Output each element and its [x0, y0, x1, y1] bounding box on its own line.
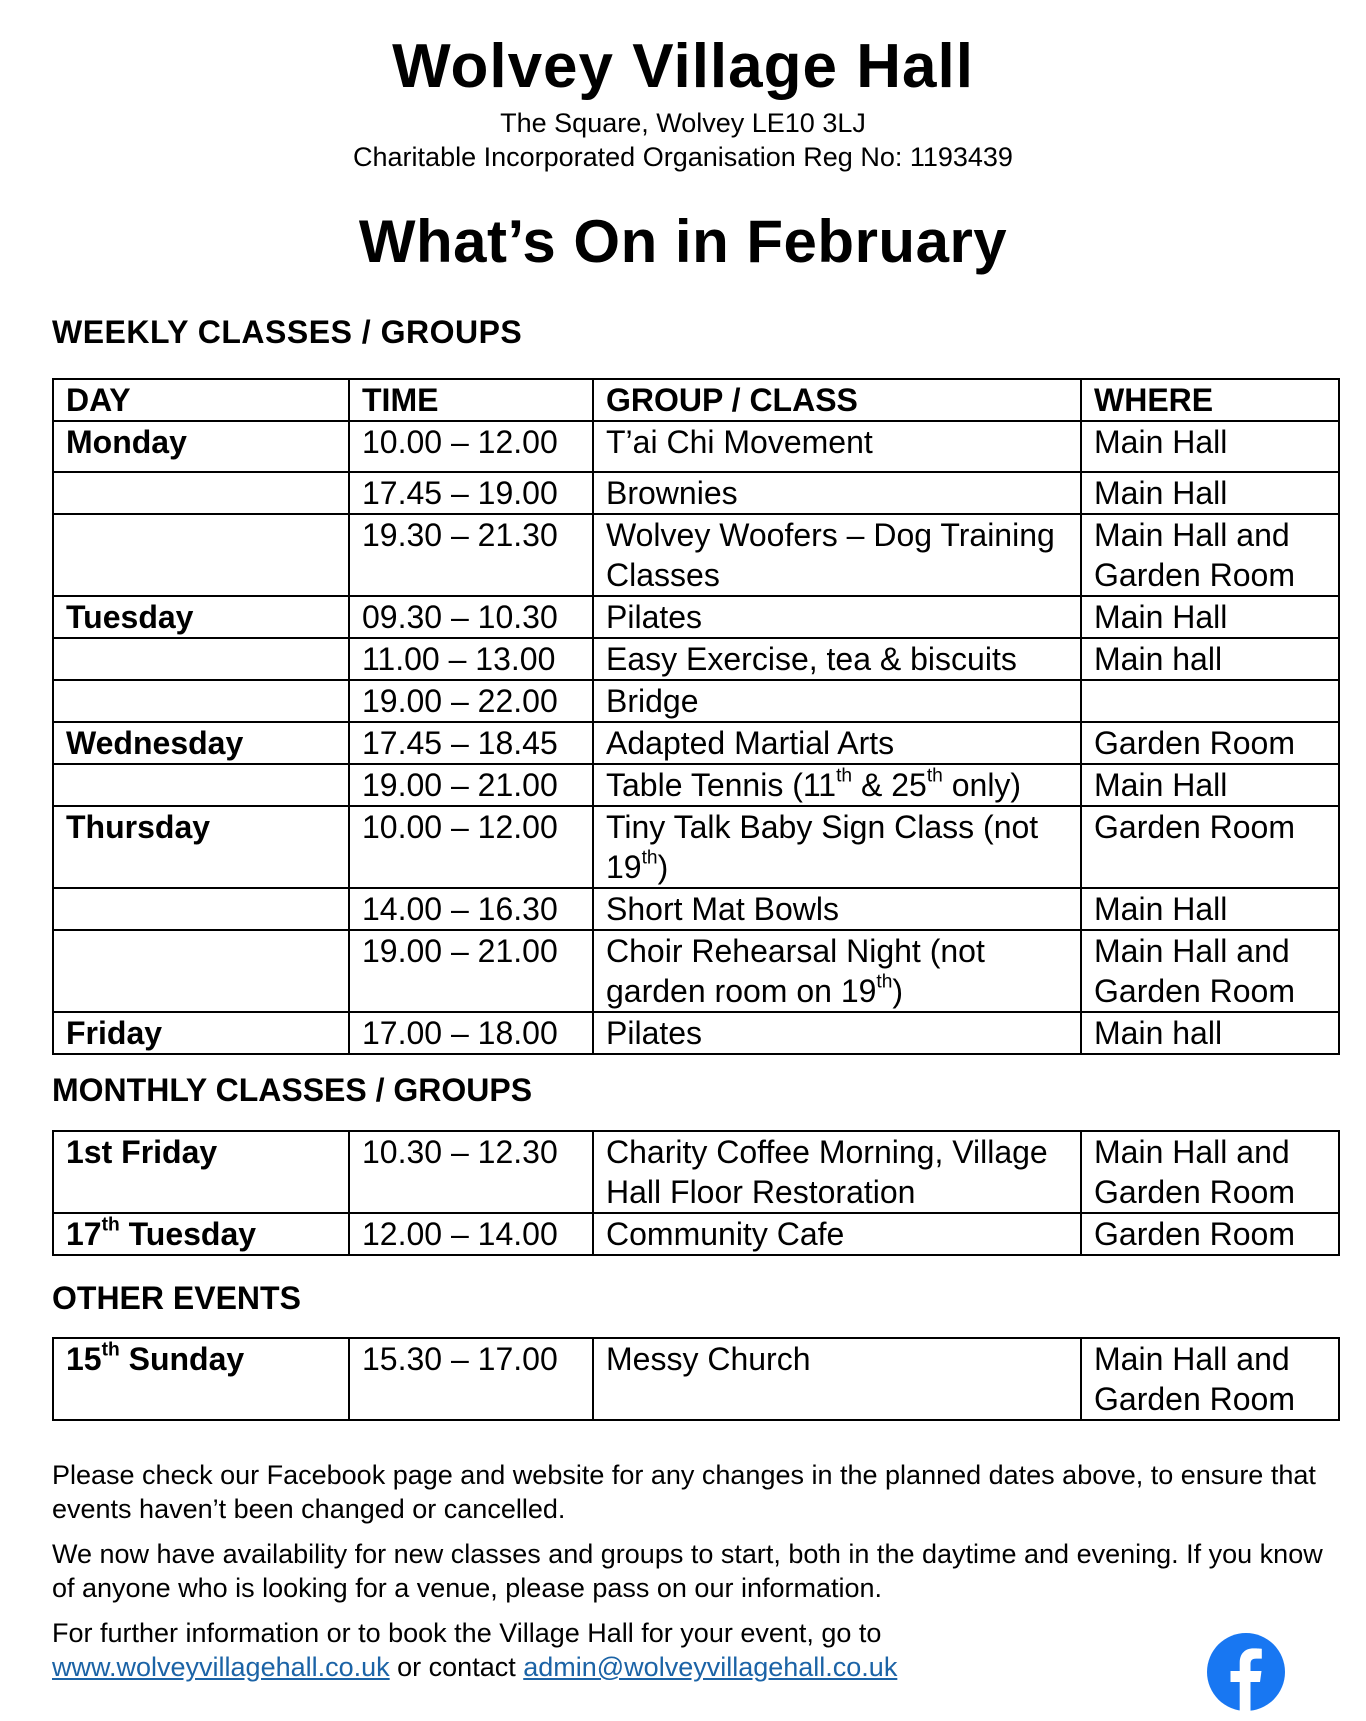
group-cell: Easy Exercise, tea & biscuits [593, 638, 1081, 680]
day-cell: Monday [53, 421, 349, 472]
group-cell: Community Cafe [593, 1213, 1081, 1255]
weekly-heading: WEEKLY CLASSES / GROUPS [52, 314, 523, 350]
monthly-heading: MONTHLY CLASSES / GROUPS [52, 1072, 533, 1108]
where-cell [1081, 680, 1339, 722]
time-cell: 09.30 – 10.30 [349, 596, 593, 638]
ordinal-suffix: th [641, 847, 658, 869]
table-row [53, 1338, 1339, 1420]
table-row [53, 680, 1339, 722]
table-row [53, 722, 1339, 764]
time-cell: 10.00 – 12.00 [349, 806, 593, 888]
table-row [53, 764, 1339, 806]
column-header: WHERE [1081, 379, 1339, 421]
time-cell: 19.00 – 22.00 [349, 680, 593, 722]
email-link[interactable]: admin@wolveyvillagehall.co.uk [523, 1652, 898, 1682]
ordinal-suffix: th [101, 1339, 120, 1361]
other-events-table [52, 1337, 1340, 1421]
time-cell: 19.00 – 21.00 [349, 764, 593, 806]
table-row [53, 888, 1339, 930]
time-cell: 11.00 – 13.00 [349, 638, 593, 680]
day-cell: Tuesday [53, 596, 349, 638]
availability-note: We now have availability for new classes and groups to start, both in the daytime and evening. If you know of anyone who is looking for a venue, please pass on our information. [52, 1539, 1323, 1603]
day-cell: Friday [53, 1012, 349, 1054]
time-cell: 19.30 – 21.30 [349, 514, 593, 596]
ordinal-suffix: th [836, 765, 853, 787]
page-title: Wolvey Village Hall [392, 32, 974, 101]
group-cell: Pilates [593, 596, 1081, 638]
ordinal-suffix: th [101, 1214, 120, 1236]
other-events-heading: OTHER EVENTS [52, 1280, 301, 1316]
day-cell [53, 472, 349, 514]
time-cell: 12.00 – 14.00 [349, 1213, 593, 1255]
text-part: ) [657, 849, 669, 885]
registration-number: Charitable Incorporated Organisation Reg No: 1193439 [353, 142, 1013, 172]
where-cell: Main Hall and Garden Room [1081, 1131, 1339, 1213]
hall-address: The Square, Wolvey LE10 3LJ [500, 108, 866, 138]
where-cell: Garden Room [1081, 1213, 1339, 1255]
where-cell: Main hall [1081, 638, 1339, 680]
day-cell: Wednesday [53, 722, 349, 764]
column-header: GROUP / CLASS [593, 379, 1081, 421]
text-part: Table Tennis (11 [606, 767, 837, 803]
text-part: Sunday [119, 1341, 245, 1377]
weekly-schedule-table [52, 378, 1340, 1055]
table-row [53, 421, 1339, 472]
group-cell: Bridge [593, 680, 1081, 722]
text-part: Tiny Talk Baby Sign Class (not 19 [606, 809, 1039, 885]
table-row [53, 1131, 1339, 1213]
time-cell: 17.45 – 19.00 [349, 472, 593, 514]
table-row [53, 1012, 1339, 1054]
group-cell: Messy Church [593, 1338, 1081, 1420]
group-cell: Pilates [593, 1012, 1081, 1054]
day-cell [53, 514, 349, 596]
text-part: & 25 [852, 767, 927, 803]
table-row [53, 472, 1339, 514]
text-part: Choir Rehearsal Night (not garden room on 19 [606, 933, 985, 1009]
monthly-schedule-table [52, 1130, 1340, 1256]
day-cell [53, 930, 349, 1012]
time-cell: 17.45 – 18.45 [349, 722, 593, 764]
where-cell: Main Hall and Garden Room [1081, 1338, 1339, 1420]
column-header: TIME [349, 379, 593, 421]
whats-on-heading: What’s On in February [358, 208, 1008, 275]
where-cell: Main Hall and Garden Room [1081, 514, 1339, 596]
where-cell: Main hall [1081, 1012, 1339, 1054]
booking-info-text: For further information or to book the Village Hall for your event, go to [52, 1618, 882, 1648]
table-row [53, 806, 1339, 888]
group-cell: Adapted Martial Arts [593, 722, 1081, 764]
website-link[interactable]: www.wolveyvillagehall.co.uk [52, 1652, 390, 1682]
text-part: ) [892, 973, 904, 1009]
facebook-icon[interactable] [1206, 1632, 1286, 1712]
column-header: DAY [53, 379, 349, 421]
table-row [53, 596, 1339, 638]
time-cell: 17.00 – 18.00 [349, 1012, 593, 1054]
text-part: Tuesday [119, 1216, 257, 1252]
group-cell: Brownies [593, 472, 1081, 514]
where-cell: Main Hall and Garden Room [1081, 930, 1339, 1012]
day-cell [53, 888, 349, 930]
table-row [53, 514, 1339, 596]
group-cell [593, 806, 1081, 888]
day-cell [53, 764, 349, 806]
booking-info [52, 1616, 1332, 1684]
table-row [53, 930, 1339, 1012]
where-cell: Main Hall [1081, 888, 1339, 930]
facebook-note: Please check our Facebook page and website for any changes in the planned dates above, to ensure that events haven’t been changed or cancelled. [52, 1460, 1316, 1524]
where-cell: Main Hall [1081, 764, 1339, 806]
where-cell: Garden Room [1081, 722, 1339, 764]
table-row [53, 1213, 1339, 1255]
day-cell [53, 638, 349, 680]
time-cell: 10.30 – 12.30 [349, 1131, 593, 1213]
where-cell: Main Hall [1081, 421, 1339, 472]
time-cell: 14.00 – 16.30 [349, 888, 593, 930]
group-cell [593, 764, 1081, 806]
table-row [53, 638, 1339, 680]
group-cell: T’ai Chi Movement [593, 421, 1081, 472]
ordinal-suffix: th [876, 971, 893, 993]
day-cell: 1st Friday [53, 1131, 349, 1213]
where-cell: Main Hall [1081, 472, 1339, 514]
time-cell: 19.00 – 21.00 [349, 930, 593, 1012]
group-cell: Charity Coffee Morning, Village Hall Floor Restoration [593, 1131, 1081, 1213]
where-cell: Garden Room [1081, 806, 1339, 888]
day-cell [53, 680, 349, 722]
time-cell: 10.00 – 12.00 [349, 421, 593, 472]
table-header-row [53, 379, 1339, 421]
day-cell [53, 1338, 349, 1420]
text-part: 15 [66, 1341, 102, 1377]
group-cell: Short Mat Bowls [593, 888, 1081, 930]
ordinal-suffix: th [926, 765, 943, 787]
text-part: 17 [66, 1216, 102, 1252]
group-cell [593, 930, 1081, 1012]
group-cell: Wolvey Woofers – Dog Training Classes [593, 514, 1081, 596]
day-cell [53, 1213, 349, 1255]
where-cell: Main Hall [1081, 596, 1339, 638]
text-part: only) [942, 767, 1022, 803]
contact-text: or contact [389, 1652, 524, 1682]
time-cell: 15.30 – 17.00 [349, 1338, 593, 1420]
day-cell: Thursday [53, 806, 349, 888]
